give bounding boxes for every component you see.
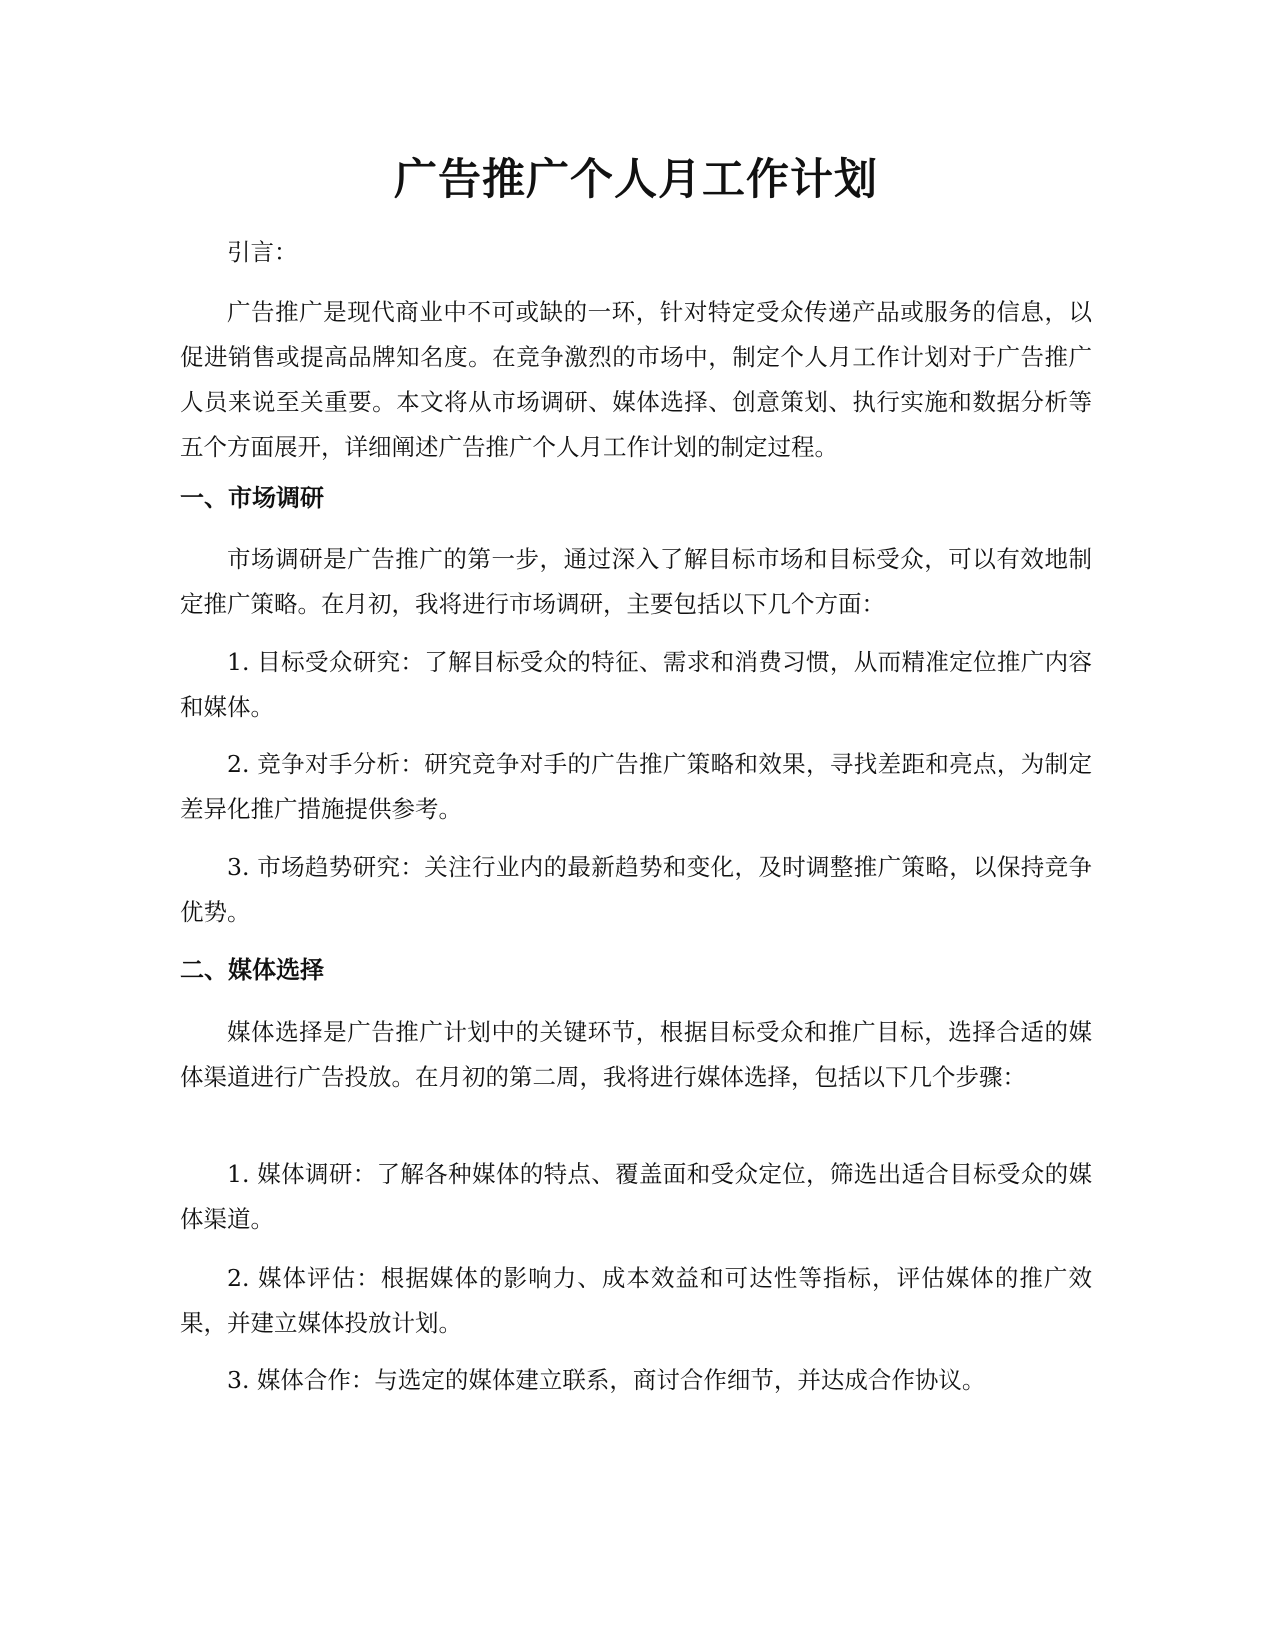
document-title: 广告推广个人月工作计划 [394, 155, 878, 205]
section-media-selection-item-3: 3. 媒体合作：与选定的媒体建立联系，商讨合作细节，并达成合作协议。 [227, 1366, 986, 1394]
section-media-selection-item-2: 2. 媒体评估：根据媒体的影响力、成本效益和可达性等指标，评估媒体的推广效果，并建立媒体投放计划。 [180, 1264, 1092, 1337]
intro-paragraph: 广告推广是现代商业中不可或缺的一环，针对特定受众传递产品或服务的信息，以促进销售或提高品牌知名度。在竞争激烈的市场中，制定个人月工作计划对于广告推广人员来说至关重要。本文将从市场调研、媒体选择、创意策划、执行实施和数据分析等五个方面展开，详细阐述广告推广个人月工作计划的制定过程。 [180, 298, 1092, 461]
section-heading-media-selection: 二、媒体选择 [180, 956, 324, 984]
section-heading-market-research: 一、市场调研 [180, 484, 324, 512]
section-market-research-item-1: 1. 目标受众研究：了解目标受众的特征、需求和消费习惯，从而精准定位推广内容和媒体。 [180, 648, 1092, 721]
section-media-selection-item-1: 1. 媒体调研：了解各种媒体的特点、覆盖面和受众定位，筛选出适合目标受众的媒体渠道。 [180, 1160, 1092, 1233]
section-market-research-intro: 市场调研是广告推广的第一步，通过深入了解目标市场和目标受众，可以有效地制定推广策略。在月初，我将进行市场调研，主要包括以下几个方面： [180, 545, 1092, 618]
section-market-research-item-2: 2. 竞争对手分析：研究竞争对手的广告推广策略和效果，寻找差距和亮点，为制定差异化推广措施提供参考。 [180, 750, 1092, 823]
section-media-selection-intro: 媒体选择是广告推广计划中的关键环节，根据目标受众和推广目标，选择合适的媒体渠道进行广告投放。在月初的第二周，我将进行媒体选择，包括以下几个步骤： [180, 1018, 1092, 1091]
section-market-research-item-3: 3. 市场趋势研究：关注行业内的最新趋势和变化，及时调整推广策略，以保持竞争优势。 [180, 853, 1092, 926]
intro-label: 引言： [227, 238, 298, 266]
